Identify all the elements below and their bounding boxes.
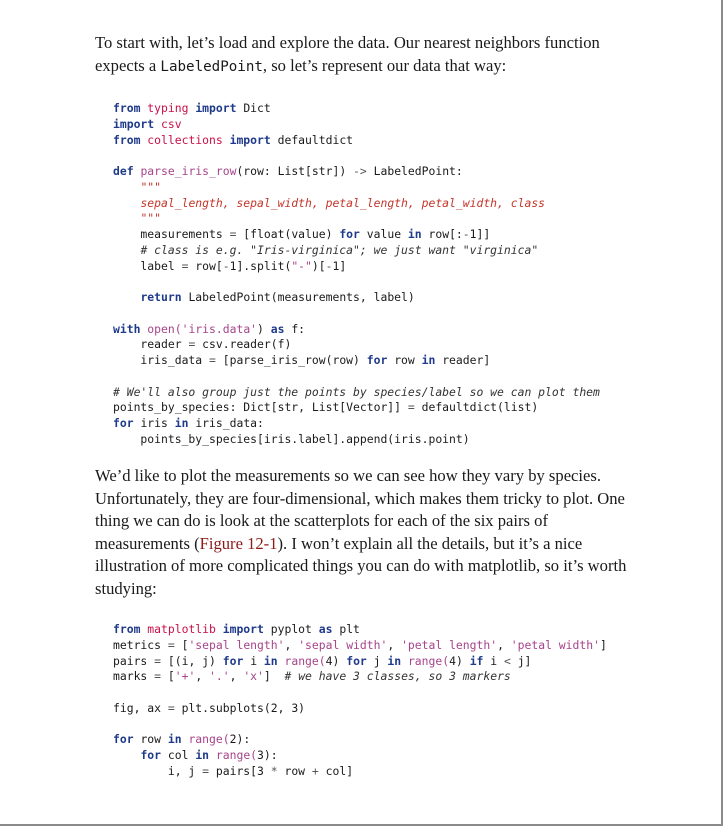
code-line: [113, 685, 607, 701]
code-token: row: [140, 732, 168, 747]
code-token: range(: [188, 732, 230, 747]
code-token: =: [154, 669, 162, 684]
code-token: for: [339, 227, 367, 241]
code-token: import: [222, 622, 271, 636]
code-token: 4): [325, 653, 347, 668]
code-token: parse_iris_row: [140, 164, 237, 178]
code-token: 'x': [243, 669, 264, 684]
code-token: points_by_species: Dict[str, List[Vector]]: [113, 400, 408, 415]
code-token: ,: [387, 637, 402, 652]
code-line: [113, 322, 600, 338]
code-token: range(: [284, 653, 326, 668]
code-token: f:: [291, 321, 306, 336]
code-token: [float(value): [236, 227, 340, 241]
code-token: as: [318, 622, 340, 636]
intro-text-before: To start with, let’s load and explore the data. Our nearest neighbors function expects a: [95, 33, 600, 75]
figure-link[interactable]: Figure 12-1: [199, 533, 278, 553]
code-line: [113, 148, 600, 164]
code-token: *: [270, 763, 278, 778]
intro-paragraph: [95, 32, 645, 78]
code-token: for: [346, 653, 374, 668]
code-token: def: [113, 164, 141, 178]
code-token: in: [195, 748, 216, 762]
code-token: row: [394, 353, 422, 367]
code-token: for: [140, 748, 168, 762]
code-token: i: [490, 653, 504, 668]
code-token: 4): [449, 653, 470, 668]
code-line: [113, 274, 600, 290]
code-line: [113, 101, 600, 117]
code-token: from: [113, 132, 148, 147]
code-token: typing: [147, 101, 196, 115]
code-token: ]: [599, 637, 607, 652]
code-token: [parse_iris_row(row): [215, 353, 367, 367]
code-token: [113, 180, 140, 194]
code-line: [113, 385, 600, 401]
code-token: =: [167, 637, 175, 652]
code-token: from: [113, 622, 148, 636]
code-line: [113, 196, 600, 212]
code-token: col: [167, 748, 196, 762]
code-token: iris_data:: [195, 416, 264, 430]
code-line: [113, 243, 600, 259]
code-token: ,: [497, 637, 511, 652]
code-token: in: [167, 732, 189, 747]
code-token: -: [325, 258, 333, 273]
code-token: open(: [147, 321, 182, 336]
code-line: [113, 337, 600, 353]
code-token: in: [421, 353, 443, 367]
code-token: '+': [174, 669, 196, 684]
code-line: [113, 227, 600, 243]
code-token: # we have 3 classes, so 3 markers: [284, 669, 511, 684]
code-token: -: [462, 227, 470, 241]
code-token: [113, 290, 140, 304]
code-token: 3):: [257, 748, 278, 762]
code-token: )[: [311, 258, 326, 273]
code-line: [113, 764, 607, 780]
code-line: [113, 622, 607, 638]
code-line: [113, 717, 607, 733]
code-token: pairs: [113, 653, 155, 668]
code-line: [113, 180, 600, 196]
code-token: 'iris.data': [181, 321, 258, 336]
code-token: =: [229, 227, 237, 241]
code-token: defaultdict: [277, 132, 354, 147]
code-token: for: [113, 732, 141, 747]
code-token: as: [270, 321, 292, 336]
code-token: =: [181, 258, 189, 273]
plot-paragraph: [95, 465, 645, 600]
code-line: [113, 164, 600, 180]
code-token: j]: [510, 653, 532, 668]
code-token: plt: [339, 622, 360, 636]
code-token: in: [263, 653, 285, 668]
plot-text-before: We’d like to plot the measurements so we can see how they vary by species. Unfortunately, they are four-dimensional, which makes them tricky to plot. One thing we can do is look at the scatterplots for each of the six pairs of measurements (: [95, 466, 625, 553]
code-token: defaultdict(list): [414, 400, 539, 415]
code-token: """: [140, 179, 162, 194]
code-token: sepal_length, sepal_width, petal_length, petal_width, class: [140, 195, 546, 210]
code-token: =: [167, 700, 175, 715]
code-token: j: [373, 653, 388, 668]
code-token: label: [113, 258, 182, 273]
code-token: '.': [209, 669, 230, 684]
code-token: collections: [147, 132, 230, 147]
code-token: value: [366, 227, 408, 241]
code-token: return: [140, 290, 189, 304]
code-token: measurements: [113, 227, 230, 241]
code-token: <: [503, 653, 511, 668]
code-token: [113, 211, 140, 225]
code-token: ,: [229, 669, 244, 684]
code-token: import: [195, 101, 244, 115]
code-token: import: [229, 132, 278, 147]
code-token: plt.subplots(2, 3): [174, 700, 306, 715]
code-token: ,: [284, 637, 299, 652]
code-token: # We'll also group just the points by species/label so we can plot them: [113, 384, 600, 399]
code-token: row[:: [428, 227, 463, 241]
code-token: """: [140, 211, 162, 226]
code-token: [: [174, 637, 189, 652]
code-token: ->: [353, 164, 367, 178]
code-line: [113, 211, 600, 227]
code-line: [113, 133, 600, 149]
code-token: for: [222, 653, 251, 668]
code-token: iris_data: [113, 353, 210, 367]
code-block-plot: [113, 622, 607, 780]
code-token: pairs[3: [209, 763, 271, 778]
code-line: [113, 732, 607, 748]
code-token: 'petal width': [510, 637, 600, 652]
code-line: [113, 353, 600, 369]
code-token: LabeledPoint(measurements, label): [188, 290, 415, 304]
code-token: ,: [195, 669, 210, 684]
code-token: i: [250, 653, 264, 668]
code-line: [113, 748, 607, 764]
code-token: row: [277, 763, 312, 778]
code-token: ): [257, 321, 271, 336]
code-token: 1]]: [469, 227, 491, 241]
code-token: LabeledPoint:: [366, 164, 463, 178]
code-token: iris: [140, 416, 175, 430]
code-token: range(: [407, 653, 450, 668]
code-token: in: [387, 653, 408, 668]
code-token: with: [113, 321, 148, 336]
code-token: pyplot: [270, 622, 319, 636]
code-line: [113, 306, 600, 322]
code-token: range(: [215, 748, 258, 762]
code-token: =: [154, 653, 162, 668]
code-token: 1].split(: [229, 258, 292, 273]
code-token: if: [469, 653, 491, 668]
code-token: reader: [113, 337, 189, 352]
code-token: [113, 196, 140, 210]
code-token: =: [202, 763, 210, 778]
code-token: fig, ax: [113, 700, 168, 715]
code-token: +: [311, 763, 319, 778]
code-token: metrics: [113, 637, 168, 652]
code-token: [(i, j): [161, 653, 223, 668]
code-token: csv.reader(f): [195, 337, 292, 352]
code-token: in: [174, 416, 196, 430]
code-token: =: [188, 337, 196, 352]
code-token: row[: [188, 258, 223, 273]
code-token: 2):: [229, 732, 251, 747]
code-token: 'petal length': [401, 637, 498, 652]
code-token: (row: List[str]): [236, 164, 354, 178]
code-line: [113, 669, 607, 685]
code-token: matplotlib: [147, 622, 223, 636]
code-token: for: [113, 416, 141, 430]
code-token: =: [407, 400, 415, 415]
code-token: for: [366, 353, 395, 367]
code-token: col]: [318, 763, 354, 778]
code-line: [113, 290, 600, 306]
code-line: [113, 117, 600, 133]
code-token: 'sepal width': [298, 637, 388, 652]
code-block-load-data: [113, 101, 600, 448]
code-line: [113, 259, 600, 275]
code-token: from: [113, 101, 148, 115]
code-token: [: [161, 669, 175, 684]
code-token: Dict: [243, 101, 271, 115]
code-line: [113, 638, 607, 654]
labeledpoint-inline-code: LabeledPoint: [160, 58, 263, 75]
code-token: =: [209, 353, 216, 367]
code-line: [113, 654, 607, 670]
code-token: import: [113, 116, 162, 131]
code-token: reader]: [442, 353, 491, 367]
code-token: csv: [161, 116, 182, 131]
code-token: points_by_species[iris.label].append(iris.point): [113, 431, 470, 446]
code-token: [113, 748, 140, 762]
intro-text-after: , so let’s represent our data that way:: [262, 55, 507, 75]
code-token: # class is e.g. "Iris-virginica"; we just want "virginica": [140, 242, 539, 257]
code-line: [113, 701, 607, 717]
code-token: ]: [263, 669, 285, 684]
code-token: marks: [113, 669, 155, 684]
code-token: 1]: [332, 258, 347, 273]
code-token: 'sepal length': [188, 637, 285, 652]
code-line: [113, 400, 600, 416]
code-line: [113, 432, 600, 448]
plot-text-after: ). I won’t explain all the details, but it’s a nice illustration of more complicated things you can do with matplotlib, so it’s worth studying:: [95, 533, 627, 598]
code-token: i, j: [113, 763, 203, 778]
code-token: in: [407, 227, 429, 241]
code-token: "-": [291, 258, 312, 273]
code-line: [113, 369, 600, 385]
code-token: -: [222, 258, 230, 273]
code-token: [113, 243, 140, 257]
code-line: [113, 416, 600, 432]
